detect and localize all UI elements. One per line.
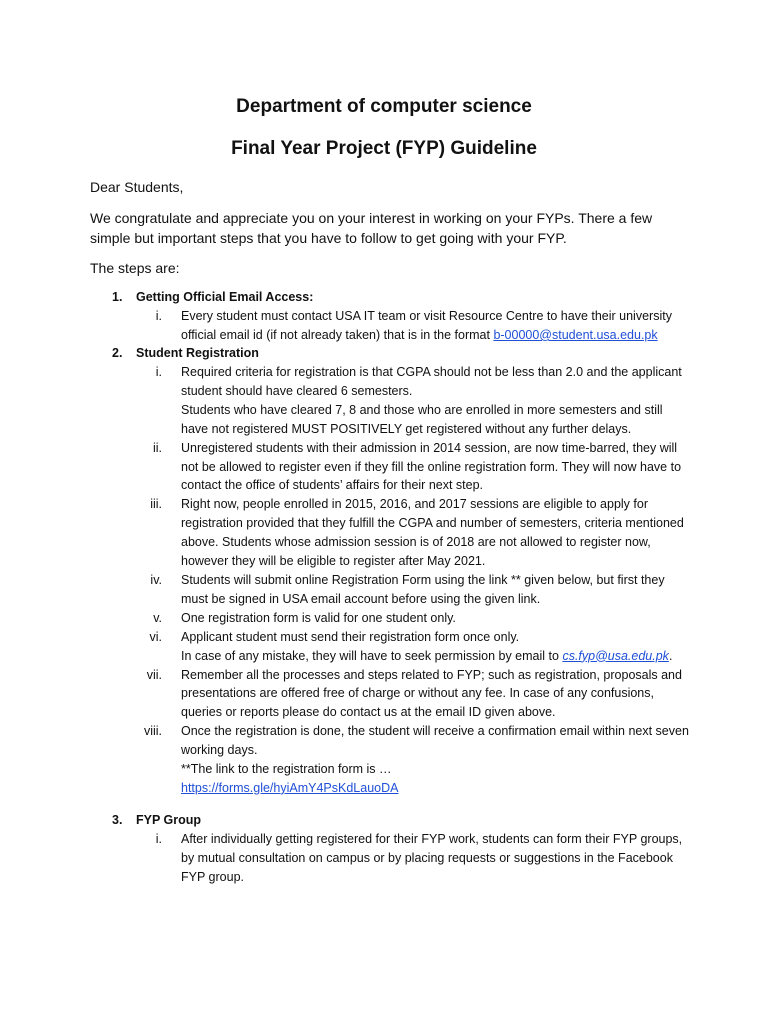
list-item — [90, 363, 690, 439]
item-numeral: iv. — [150, 572, 162, 587]
item-text: Required criteria for registration is that CGPA should not be less than 2.0 and the applicant student should have cleared 6 semesters. — [181, 365, 682, 398]
item-link-line — [181, 779, 690, 798]
section-fyp-group — [90, 811, 690, 887]
list-item — [90, 495, 690, 571]
item-text: After individually getting registered for their FYP work, students can form their FYP groups, by mutual consultation on campus or by placing requests or suggestions in the Facebook FYP group. — [181, 832, 683, 884]
item-text: Once the registration is done, the student will receive a confirmation email within next seven working days. — [181, 724, 689, 758]
fyp-email-link[interactable]: cs.fyp@usa.edu.pk — [562, 648, 669, 663]
item-numeral: vii. — [146, 667, 162, 682]
item-numeral: i. — [155, 832, 162, 846]
list-item — [90, 830, 690, 887]
list-item — [90, 722, 690, 798]
intro-paragraph: We congratulate and appreciate you on your interest in working on your FYPs. There a few simple but important steps that you have to follow to get going with your FYP. — [90, 210, 653, 246]
item-numeral: viii. — [143, 724, 162, 739]
section-email-access — [90, 288, 690, 345]
item-numeral: vi. — [149, 629, 162, 644]
item-text: One registration form is valid for one student only. — [181, 610, 456, 625]
item-text: Right now, people enrolled in 2015, 2016, and 2017 sessions are eligible to apply for registration provided that they fulfill the CGPA and number of semesters, criteria mentioned above. Students whose admission session is of 2018 are not allowed to register now, however they will be eligible to register after May 2021. — [181, 497, 684, 569]
item-text: Unregistered students with their admission in 2014 session, are now time-barred, they will not be allowed to register even if they fill the online registration form. They will now have to contact the office of students’ affairs for their next step. — [181, 440, 682, 493]
section-title: Student Registration — [136, 346, 259, 360]
greeting: Dear Students, — [90, 179, 184, 195]
item-numeral: i. — [155, 309, 162, 323]
list-item — [90, 571, 690, 609]
list-item — [90, 666, 690, 723]
item-numeral: ii. — [152, 440, 162, 455]
section-student-registration — [90, 344, 690, 798]
item-extra-text: **The link to the registration form is … — [181, 762, 392, 777]
document-subtitle: Final Year Project (FYP) Guideline — [231, 138, 537, 159]
section-heading — [90, 288, 690, 307]
registration-form-link[interactable]: https://forms.gle/hyiAmY4PsKdLauoDA — [181, 780, 399, 795]
list-item — [90, 307, 690, 345]
item-text: Remember all the processes and steps related to FYP; such as registration, proposals and presentations are offered free of charge or without any fee. In case of any confusions, queries or reports please do contact us at the email ID given above. — [181, 667, 682, 720]
item-text: Every student must contact USA IT team or visit Resource Centre to have their university official email id (if not already taken) that is in the format b-00000@student.usa.edu.pk — [181, 309, 672, 342]
section-title: Getting Official Email Access: — [136, 290, 314, 304]
section-number: 2. — [112, 346, 123, 360]
email-format-link[interactable]: b-00000@student.usa.edu.pk — [493, 327, 658, 342]
section-title: FYP Group — [136, 813, 202, 827]
list-item — [90, 628, 690, 666]
section-heading — [90, 811, 690, 830]
list-item — [90, 439, 690, 496]
item-text: Applicant student must send their registration form once only. — [181, 629, 520, 644]
item-extra-text: In case of any mistake, they will have to seek permission by email to cs.fyp@usa.edu.pk. — [181, 648, 673, 663]
section-number: 1. — [112, 290, 123, 304]
list-item — [90, 609, 690, 628]
section-number: 3. — [112, 813, 123, 827]
item-numeral: i. — [155, 365, 162, 379]
section-heading — [90, 344, 690, 363]
item-extra-text: Students who have cleared 7, 8 and those who are enrolled in more semesters and still have not registered MUST POSITIVELY get registered without any further delays. — [181, 402, 663, 436]
document-title: Department of computer science — [236, 96, 532, 117]
item-numeral: iii. — [150, 497, 162, 512]
item-text: Students will submit online Registration Form using the link ** given below, but first they must be signed in USA email account before using the given link. — [181, 572, 665, 606]
item-numeral: v. — [153, 610, 162, 625]
steps-intro: The steps are: — [90, 260, 180, 276]
